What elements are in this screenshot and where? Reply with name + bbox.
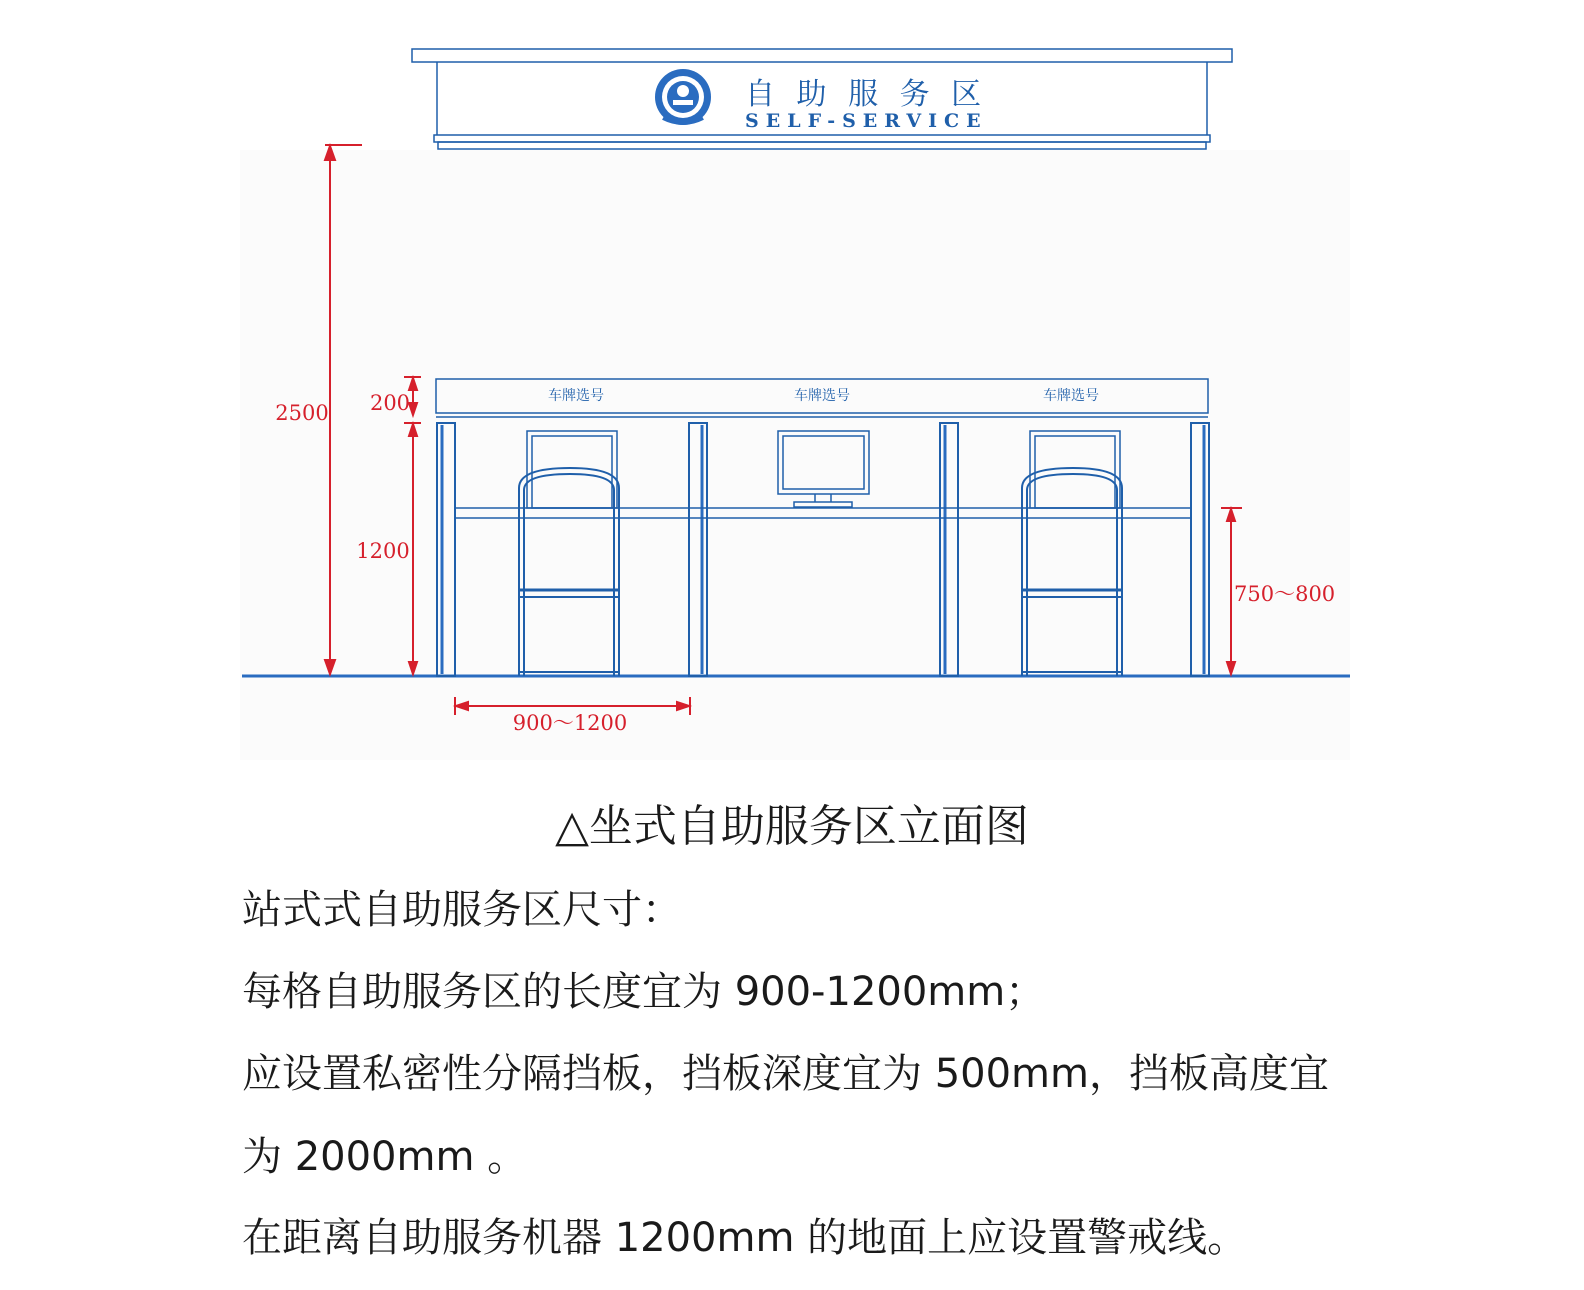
dim-label-900-1200: 900～1200 <box>512 711 628 735</box>
booth-label-2: 车牌选号 <box>794 388 850 404</box>
text-line-4: 为 2000mm 。 <box>242 1134 528 1180</box>
dim-label-1200: 1200 <box>356 539 410 563</box>
text-line-3: 应设置私密性分隔挡板，挡板深度宜为 500mm，挡板高度宜 <box>242 1051 1329 1097</box>
text-line-5: 在距离自助服务机器 1200mm 的地面上应设置警戒线。 <box>242 1215 1248 1261</box>
text-line-1: 站式式自助服务区尺寸： <box>242 887 682 933</box>
sign-bottom-rail <box>434 135 1210 142</box>
dim-label-750-800: 750～800 <box>1234 582 1336 606</box>
booth-label-1: 车牌选号 <box>548 388 604 404</box>
sign-title-cn: 自 助 服 务 区 <box>745 77 988 112</box>
sign-top-board <box>412 49 1232 62</box>
diagram-caption: △坐式自助服务区立面图 <box>555 801 1029 852</box>
booth-label-3: 车牌选号 <box>1043 388 1099 404</box>
sign-title-en: SELF-SERVICE <box>745 110 988 132</box>
dim-label-2500: 2500 <box>275 401 329 425</box>
police-emblem-icon <box>655 69 711 125</box>
drawing-background <box>240 150 1350 760</box>
text-line-2: 每格自助服务区的长度宜为 900-1200mm； <box>242 969 1046 1015</box>
dim-label-200: 200 <box>369 391 411 415</box>
